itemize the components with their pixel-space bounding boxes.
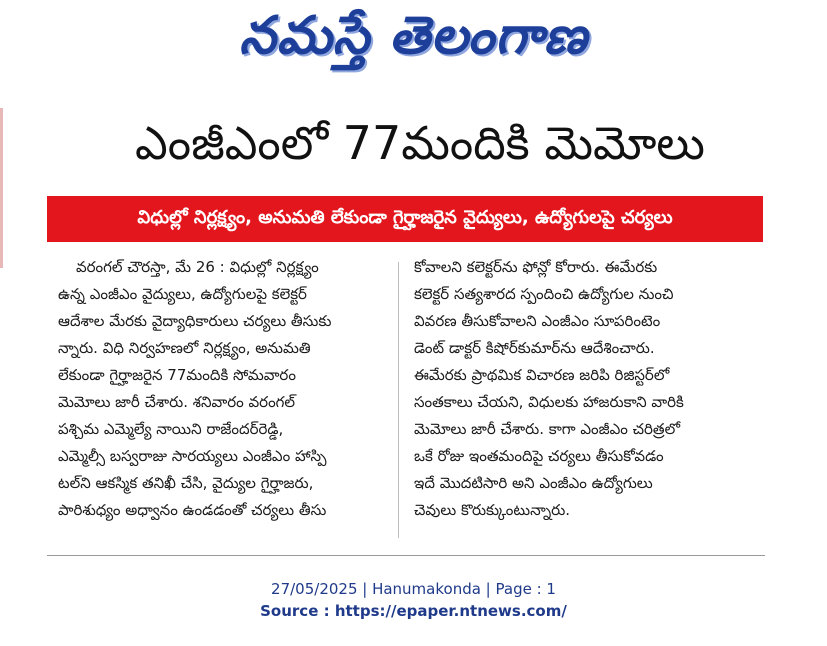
newspaper-masthead <box>0 6 827 78</box>
body-line: ఒకే రోజు ఇంతమందిపై చర్యలు తీసుకోవడం <box>414 447 664 465</box>
body-line: డెంట్ డాక్టర్ కిషోర్‌కుమార్‌ను ఆదేశించారు. <box>414 339 655 357</box>
column-divider <box>398 262 399 538</box>
source-footer <box>0 578 827 622</box>
body-line: ఇదే మొదటిసారి అని ఎంజీఎం ఉద్యోగులు <box>414 474 653 492</box>
subheadline-banner <box>47 196 763 242</box>
body-line: చెవులు కొరుక్కుంటున్నారు. <box>414 501 571 519</box>
source-link[interactable]: Source : https://epaper.ntnews.com/ <box>260 602 567 620</box>
footer-rule <box>47 555 765 556</box>
body-line: పశ్చిమ ఎమ్మెల్యే నాయిని రాజేందర్‌రెడ్డి, <box>58 420 284 438</box>
body-line: మెమోలు జారీ చేశారు. కాగా ఎంజీఎం చరిత్రలో <box>414 420 681 438</box>
subheadline-text: విధుల్లో నిర్లక్ష్యం, అనుమతి లేకుండా గైర్హాజరైన వైద్యులు, ఉద్యోగులపై చర్యలు <box>137 206 673 228</box>
body-line: ఆదేశాల మేరకు వైద్యాధికారులు చర్యలు తీసుకు <box>58 312 332 330</box>
body-line: పారిశుధ్యం అధ్వానం ఉండడంతో చర్యలు తీసు <box>58 501 327 519</box>
body-line: లేకుండా గైర్హాజరైన 77మందికి సోమవారం <box>58 366 296 384</box>
article-column-right <box>414 254 752 524</box>
body-line: కోవాలని కలెక్టర్‌ను ఫోన్లో కోరారు. ఈమేరకు <box>414 258 658 276</box>
body-line: ఈమేరకు ప్రాథమిక విచారణ జరిపి రిజిస్టర్‌లో <box>414 366 670 384</box>
body-line: కలెక్టర్ సత్యశారద స్పందించి ఉద్యోగుల నుంచి <box>414 285 674 303</box>
article-body <box>58 254 758 544</box>
body-line: వరంగల్ చౌరస్తా, మే 26 : విధుల్లో నిర్లక్ష్యం <box>76 258 319 276</box>
body-line: ఎమ్మెల్సీ బస్వరాజు సారయ్యలు ఎంజీఎం హాస్పి <box>58 447 327 465</box>
headline-text: ఎంజీఎంలో 77మందికి మెమోలు <box>135 116 705 170</box>
article-column-left <box>58 254 396 524</box>
body-line: సంతకాలు చేయని, విధులకు హాజరుకాని వారికి <box>414 393 684 411</box>
article-headline <box>40 108 800 190</box>
body-line: న్నారు. విధి నిర్వహణలో నిర్లక్ష్యం, అనుమతి <box>58 339 311 357</box>
masthead-logo-text: నమస్తే తెలంగాణ <box>239 5 588 66</box>
body-line: ఉన్న ఎంజీఎం వైద్యులు, ఉద్యోగులపై కలెక్టర్ <box>58 285 307 303</box>
body-line: వివరణ తీసుకోవాలని ఎంజీఎం సూపరింటెం <box>414 312 661 330</box>
body-line: టల్‌ని ఆకస్మిక తనిఖీ చేసి, వైద్యుల గైర్హాజరు, <box>58 474 314 492</box>
body-line: మెమోలు జారీ చేశారు. శనివారం వరంగల్ <box>58 393 296 411</box>
edition-info: 27/05/2025 | Hanumakonda | Page : 1 <box>271 580 556 598</box>
left-margin-rule <box>0 108 3 268</box>
